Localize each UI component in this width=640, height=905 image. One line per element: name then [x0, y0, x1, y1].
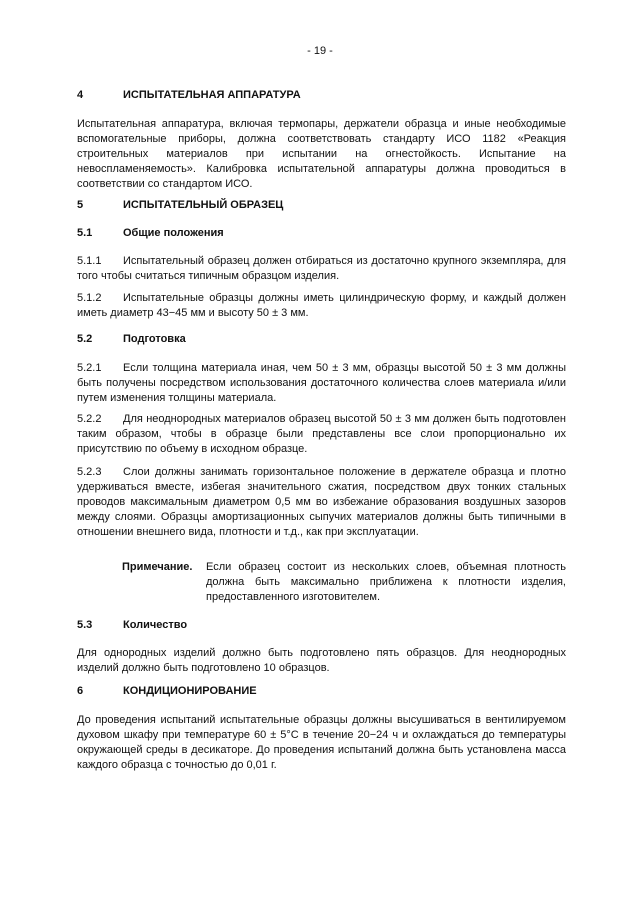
- section-title: КОНДИЦИОНИРОВАНИЕ: [123, 685, 257, 697]
- clause-5-2-2: [77, 412, 566, 457]
- section-number: 4: [77, 89, 84, 101]
- clause-text: Испытательные образцы должны иметь цилиндрическую форму, и каждый должен иметь диаметр 43−45 мм и высоту 50 ± 3 мм.: [77, 292, 566, 319]
- subsection-5-2-heading: [77, 332, 566, 347]
- subsection-5-3-heading: [77, 618, 566, 633]
- note-label: Примечание.: [122, 561, 193, 573]
- clause-number: 5.1.2: [77, 292, 102, 304]
- clause-number: 5.1.1: [77, 255, 102, 267]
- subsection-number: 5.3: [77, 619, 93, 631]
- clause-5-1-1: [77, 254, 566, 284]
- subsection-title: Общие положения: [123, 227, 224, 239]
- section-number: 6: [77, 685, 84, 697]
- clause-text: Если толщина материала иная, чем 50 ± 3 мм, образцы высотой 50 ± 3 мм должны быть получены посредством использования достаточного количества слоев материала и/или путем изменения толщины материала.: [77, 362, 566, 404]
- section-6-text: До проведения испытаний испытательные образцы должны высушиваться в вентилируемом духовом шкафу при температуре 60 ± 5°С в течение 20−24 ч и охлаждаться до температуры окружающей среды в десикаторе. До проведения испытаний должна быть установлена масса каждого образца с точностью до 0,01 г.: [77, 714, 566, 771]
- clause-text: Для неоднородных материалов образец высотой 50 ± 3 мм должен быть подготовлен таким образом, чтобы в образце были представлены все слои пропорционально их присутствию по объему в исходном образце.: [77, 413, 566, 455]
- subsection-5-1-heading: [77, 226, 566, 241]
- clause-text: Испытательный образец должен отбираться из достаточно крупного экземпляра, для того чтобы считаться типичным образцом изделия.: [77, 255, 566, 282]
- clause-text: Слои должны занимать горизонтальное положение в держателе образца и плотно удерживаться вместе, избегая значительного сжатия, посредством двух тонких стальных проводов максимальным диаметром 0,5 мм во избежание образования воздушных зазоров между слоями. Образцы амортизационных сыпучих материалов должны быть типичными в отношении внешнего вида, плотности и т.д., как при эксплуатации.: [77, 466, 566, 538]
- section-5-3-text: Для однородных изделий должно быть подготовлено пять образцов. Для неоднородных изделий должно быть подготовлено 10 образцов.: [77, 647, 566, 674]
- clause-number: 5.2.1: [77, 362, 102, 374]
- subsection-number: 5.2: [77, 333, 93, 345]
- section-title: ИСПЫТАТЕЛЬНЫЙ ОБРАЗЕЦ: [123, 199, 284, 211]
- section-4-heading: [77, 88, 566, 103]
- clause-number: 5.2.2: [77, 413, 102, 425]
- section-title: ИСПЫТАТЕЛЬНАЯ АППАРАТУРА: [123, 89, 301, 101]
- note-block: [122, 560, 566, 605]
- section-number: 5: [77, 199, 84, 211]
- clause-5-1-2: [77, 291, 566, 321]
- clause-5-2-3: [77, 465, 566, 540]
- subsection-title: Подготовка: [123, 333, 186, 345]
- section-6-heading: [77, 684, 566, 699]
- clause-5-2-1: [77, 361, 566, 406]
- subsection-number: 5.1: [77, 227, 93, 239]
- section-4-text: Испытательная аппаратура, включая термопары, держатели образца и иные необходимые вспомогательные приборы, должна соответствовать стандарту ИСО 1182 «Реакция строительных материалов при испытании на огнестойкость. Испытание на невоспламеняемость». Калибровка испытательной аппаратуры должна проводиться в соответствии со стандартом ИСО.: [77, 118, 566, 190]
- note-text: Если образец состоит из нескольких слоев, объемная плотность должна быть максимально приближена к плотности изделия, предоставленного изготовителем.: [206, 561, 566, 603]
- subsection-title: Количество: [123, 619, 188, 631]
- clause-number: 5.2.3: [77, 466, 102, 478]
- page-number: - 19 -: [307, 45, 333, 57]
- section-5-heading: [77, 198, 566, 213]
